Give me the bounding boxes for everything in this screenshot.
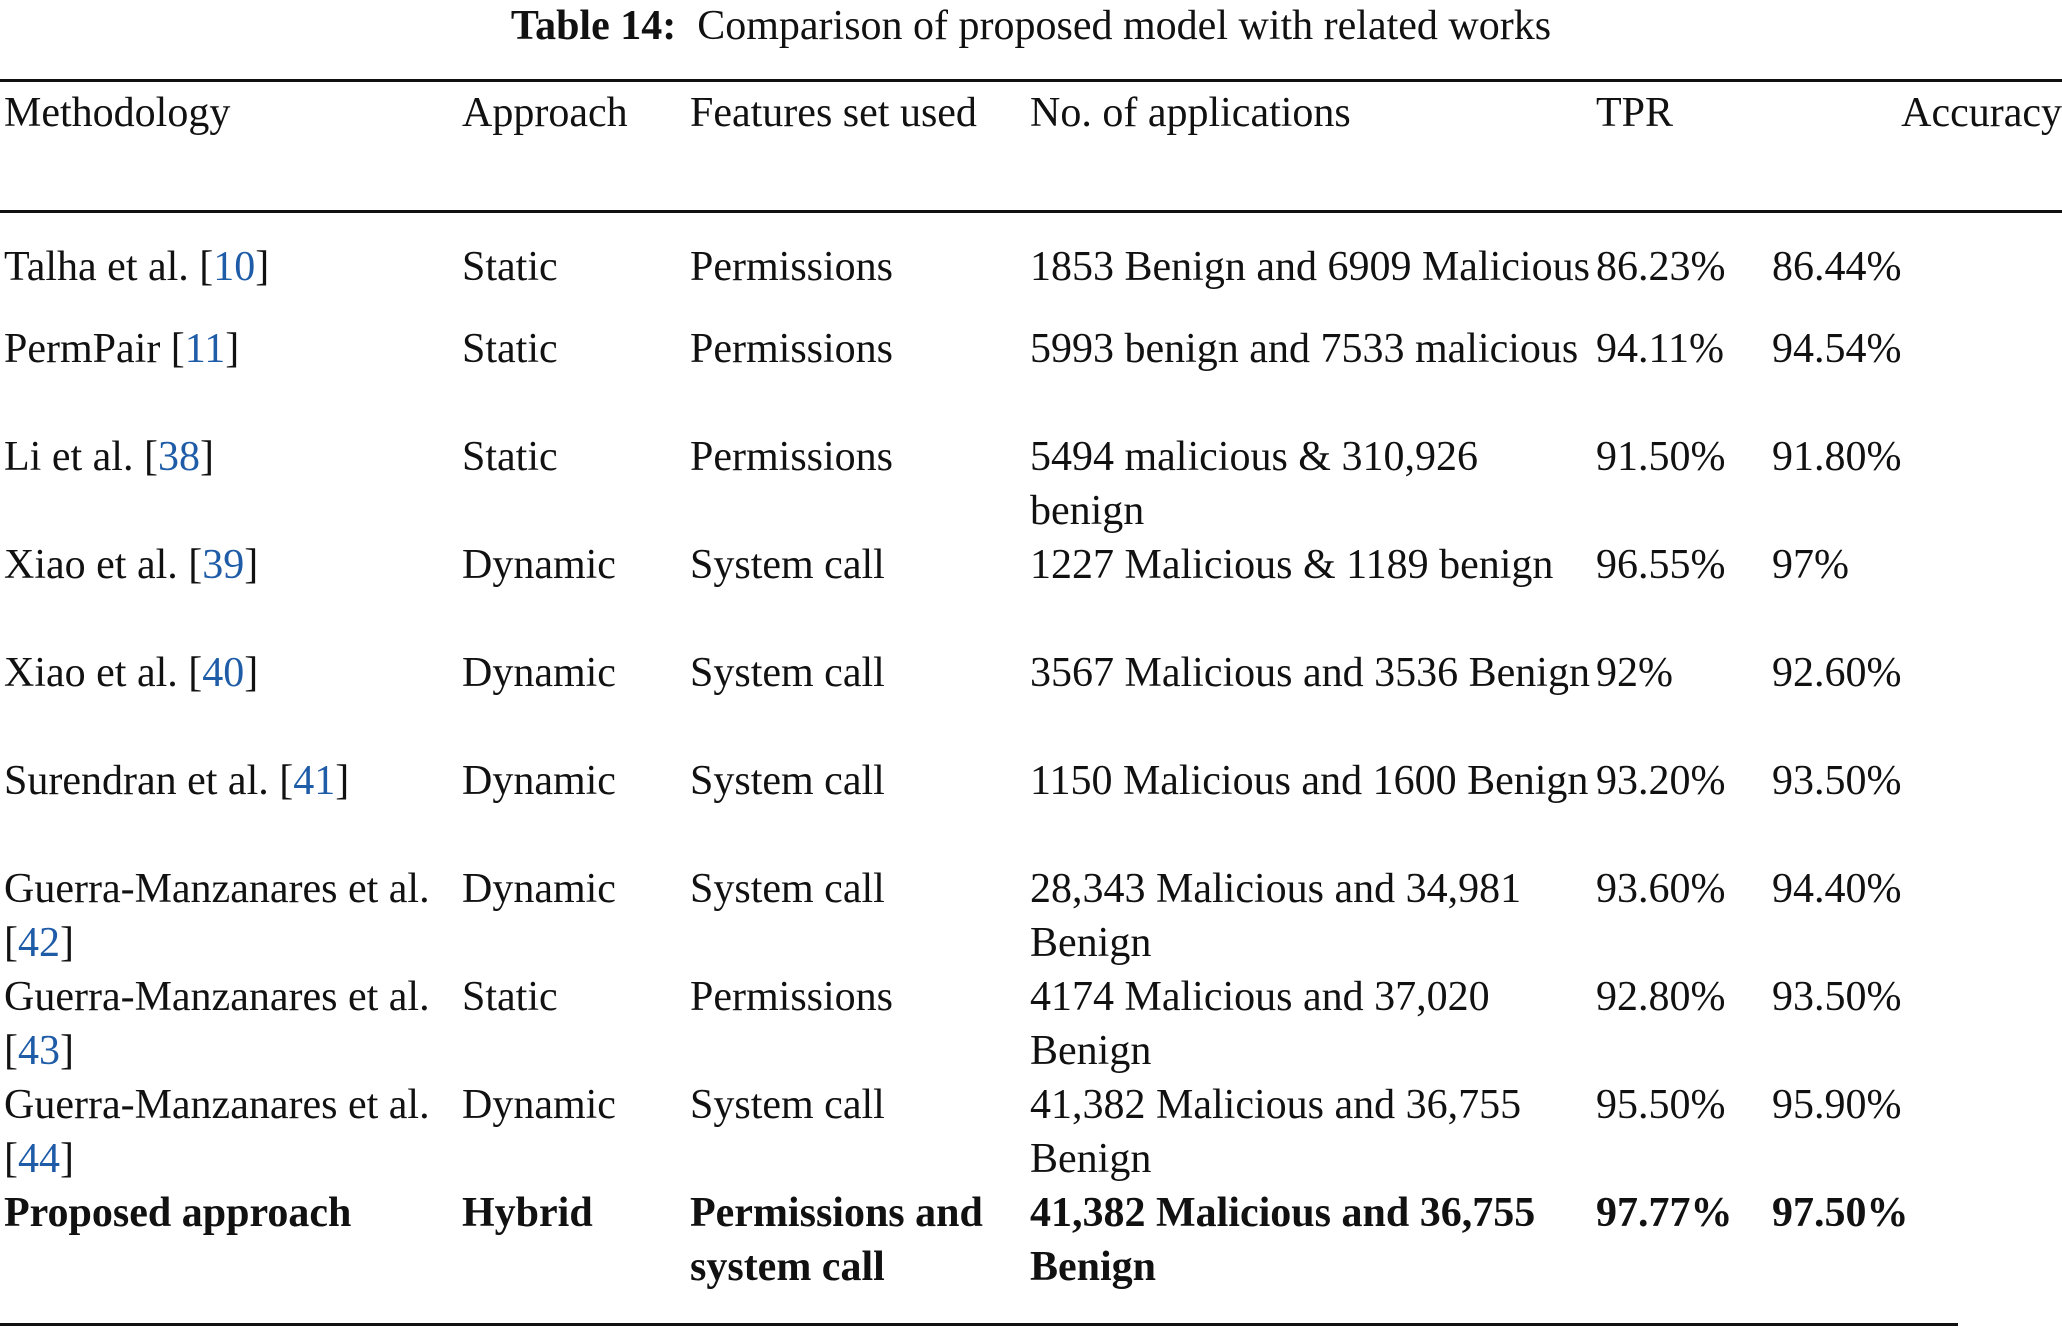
cell-accuracy: 93.50%: [1772, 974, 1902, 1020]
citation-link[interactable]: 11: [184, 326, 226, 372]
cell-methodology: Guerra-Manzanares et al. [43]: [4, 974, 430, 1074]
cell-applications: 4174 Malicious and 37,020 Benign: [1030, 974, 1490, 1074]
header-applications: No. of applications: [1030, 90, 1351, 136]
comparison-table: [0, 82, 2062, 1294]
table-row: [0, 538, 2062, 646]
cell-tpr: 91.50%: [1596, 434, 1726, 480]
cell-methodology: Talha et al. [10]: [4, 244, 270, 290]
citation-link[interactable]: 40: [202, 650, 245, 696]
caption-text: Comparison of proposed model with related works: [697, 3, 1552, 49]
cell-applications: 41,382 Malicious and 36,755 Benign: [1030, 1190, 1536, 1290]
table-caption: [0, 2, 2062, 50]
cell-approach: Dynamic: [462, 650, 616, 696]
cell-approach: Static: [462, 326, 558, 372]
caption-label: Table 14:: [510, 3, 677, 49]
cell-accuracy: 97%: [1772, 542, 1849, 588]
cell-features: System call: [690, 866, 885, 912]
cell-methodology: Proposed approach: [4, 1190, 352, 1236]
cell-features: Permissions: [690, 326, 894, 372]
cell-features: Permissions and system call: [690, 1190, 983, 1290]
cell-tpr: 92%: [1596, 650, 1673, 696]
cell-accuracy: 94.40%: [1772, 866, 1902, 912]
header-approach: Approach: [462, 90, 628, 136]
proposed-row: [0, 1186, 2062, 1294]
header-tpr: TPR: [1596, 90, 1674, 136]
cell-tpr: 96.55%: [1596, 542, 1726, 588]
cell-accuracy: 91.80%: [1772, 434, 1902, 480]
cell-accuracy: 86.44%: [1772, 244, 1902, 290]
cell-approach: Static: [462, 434, 558, 480]
cell-accuracy: 95.90%: [1772, 1082, 1902, 1128]
cell-approach: Static: [462, 244, 558, 290]
cell-approach: Static: [462, 974, 558, 1020]
citation-link[interactable]: 42: [18, 920, 60, 966]
header-methodology: Methodology: [4, 90, 231, 136]
cell-features: System call: [690, 1082, 885, 1128]
cell-methodology: PermPair [11]: [4, 326, 240, 372]
cell-tpr: 92.80%: [1596, 974, 1726, 1020]
cell-applications: 1150 Malicious and 1600 Benign: [1030, 758, 1589, 804]
table-row: [0, 322, 2062, 430]
bottom-rule: [0, 1323, 1958, 1326]
cell-applications: 1853 Benign and 6909 Malicious: [1030, 244, 1590, 290]
cell-features: System call: [690, 542, 885, 588]
cell-features: Permissions: [690, 974, 894, 1020]
header-row: [0, 82, 2062, 214]
cell-methodology: Guerra-Manzanares et al. [42]: [4, 866, 430, 966]
cell-approach: Hybrid: [462, 1190, 593, 1236]
citation-link[interactable]: 39: [202, 542, 245, 588]
cell-features: System call: [690, 758, 885, 804]
cell-features: Permissions: [690, 244, 894, 290]
header-accuracy: Accuracy: [1901, 90, 2062, 136]
cell-tpr: 86.23%: [1596, 244, 1726, 290]
cell-applications: 28,343 Malicious and 34,981 Benign: [1030, 866, 1522, 966]
cell-accuracy: 97.50%: [1772, 1190, 1909, 1236]
cell-methodology: Surendran et al. [41]: [4, 758, 350, 804]
cell-tpr: 93.20%: [1596, 758, 1726, 804]
cell-methodology: Xiao et al. [39]: [4, 542, 259, 588]
citation-link[interactable]: 44: [18, 1136, 60, 1182]
table-row: [0, 214, 2062, 322]
cell-applications: 1227 Malicious & 1189 benign: [1030, 542, 1554, 588]
cell-tpr: 94.11%: [1596, 326, 1724, 372]
cell-approach: Dynamic: [462, 542, 616, 588]
citation-link[interactable]: 41: [293, 758, 336, 804]
cell-applications: 5494 malicious & 310,926 benign: [1030, 434, 1478, 534]
cell-accuracy: 94.54%: [1772, 326, 1902, 372]
table-row: [0, 430, 2062, 538]
cell-approach: Dynamic: [462, 1082, 616, 1128]
table-row: [0, 1078, 2062, 1186]
cell-features: System call: [690, 650, 885, 696]
cell-tpr: 95.50%: [1596, 1082, 1726, 1128]
cell-applications: 41,382 Malicious and 36,755 Benign: [1030, 1082, 1522, 1182]
header-features: Features set used: [690, 90, 977, 136]
cell-methodology: Guerra-Manzanares et al. [44]: [4, 1082, 430, 1182]
cell-features: Permissions: [690, 434, 894, 480]
table-row: [0, 646, 2062, 754]
table-row: [0, 754, 2062, 862]
cell-approach: Dynamic: [462, 866, 616, 912]
citation-link[interactable]: 10: [213, 244, 256, 290]
table-row: [0, 862, 2062, 970]
cell-tpr: 93.60%: [1596, 866, 1726, 912]
citation-link[interactable]: 38: [157, 434, 200, 480]
cell-methodology: Xiao et al. [40]: [4, 650, 259, 696]
cell-applications: 5993 benign and 7533 malicious: [1030, 326, 1579, 372]
cell-approach: Dynamic: [462, 758, 616, 804]
cell-accuracy: 92.60%: [1772, 650, 1902, 696]
cell-accuracy: 93.50%: [1772, 758, 1902, 804]
cell-tpr: 97.77%: [1596, 1190, 1733, 1236]
cell-applications: 3567 Malicious and 3536 Benign: [1030, 650, 1590, 696]
citation-link[interactable]: 43: [18, 1028, 60, 1074]
cell-methodology: Li et al. [38]: [4, 434, 214, 480]
table-row: [0, 970, 2062, 1078]
